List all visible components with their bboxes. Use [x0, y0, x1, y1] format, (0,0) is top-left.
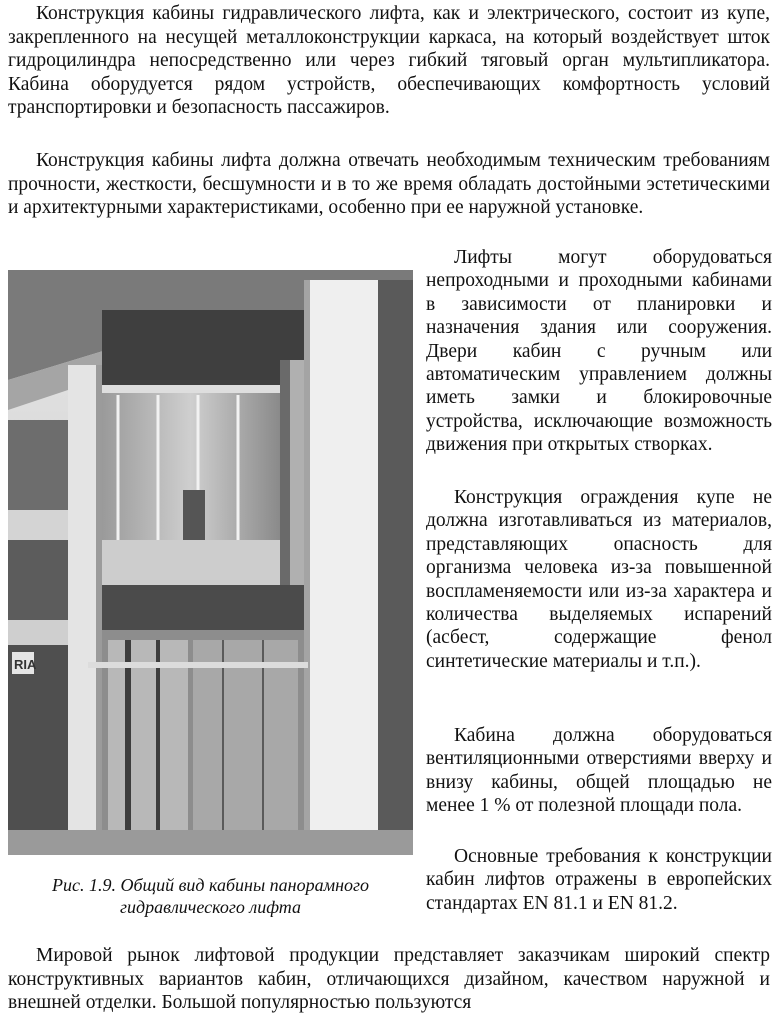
- paragraph-cabin-types: Лифты могут оборудоваться непроходными и проходными кабинами в зависимости от планировки и назначения здания или сооружения. Двери кабин с ручным или автоматическим управлением должны иметь замки и блокировочные устройства, исключающие возможность движения при открытых створках.: [426, 247, 772, 456]
- panoramic-lift-photo: [8, 270, 413, 855]
- figure-photo: [8, 270, 413, 855]
- paragraph-enclosure-materials: Конструкция ограждения купе не должна изготавливаться из материалов, представляющих опасность для организма человека из-за повышенной воспламеняемости или из-за характера и количества выделяемых испарений (асбест, содержащие фенол синтетические материалы и т.п.).: [426, 487, 772, 672]
- figure-caption: [8, 874, 413, 918]
- photo-sign-text: RIA: [14, 657, 37, 672]
- paragraph-world-market: Мировой рынок лифтовой продукции представляет заказчикам широкий спектр конструктивных вариантов кабин, отличающихся дизайном, качеством наружной и внешней отделки. Большой популярностью пользуются: [8, 945, 770, 1013]
- figure-caption-line1: Рис. 1.9. Общий вид кабины панорамного: [51, 875, 370, 895]
- paragraph-ventilation: Кабина должна оборудоваться вентиляционными отверстиями вверху и внизу кабины, общей площадью не менее 1 % от полезной площади пола.: [426, 725, 772, 817]
- figure-caption-line2: гидравлического лифта: [120, 897, 301, 917]
- paragraph-cabin-requirements: Конструкция кабины лифта должна отвечать необходимым техническим требованиям прочности, жесткости, бесшумности и в то же время обладать достойными эстетическими и архитектурными характеристиками, особенно при ее наружной установке.: [8, 150, 770, 218]
- paragraph-standards: Основные требования к конструкции кабин лифтов отражены в европейских стандартах EN 81.1 и EN 81.2.: [426, 846, 772, 914]
- paragraph-hydraulic-cabin: Конструкция кабины гидравлического лифта, как и электрического, состоит из купе, закрепленного на несущей металлоконструкции каркаса, на который воздействует шток гидроцилиндра непосредственно или через гибкий тяговый орган мультипликатора. Кабина оборудуется рядом устройств, обеспечивающих комфортность условий транспортировки и безопасность пассажиров.: [8, 3, 770, 118]
